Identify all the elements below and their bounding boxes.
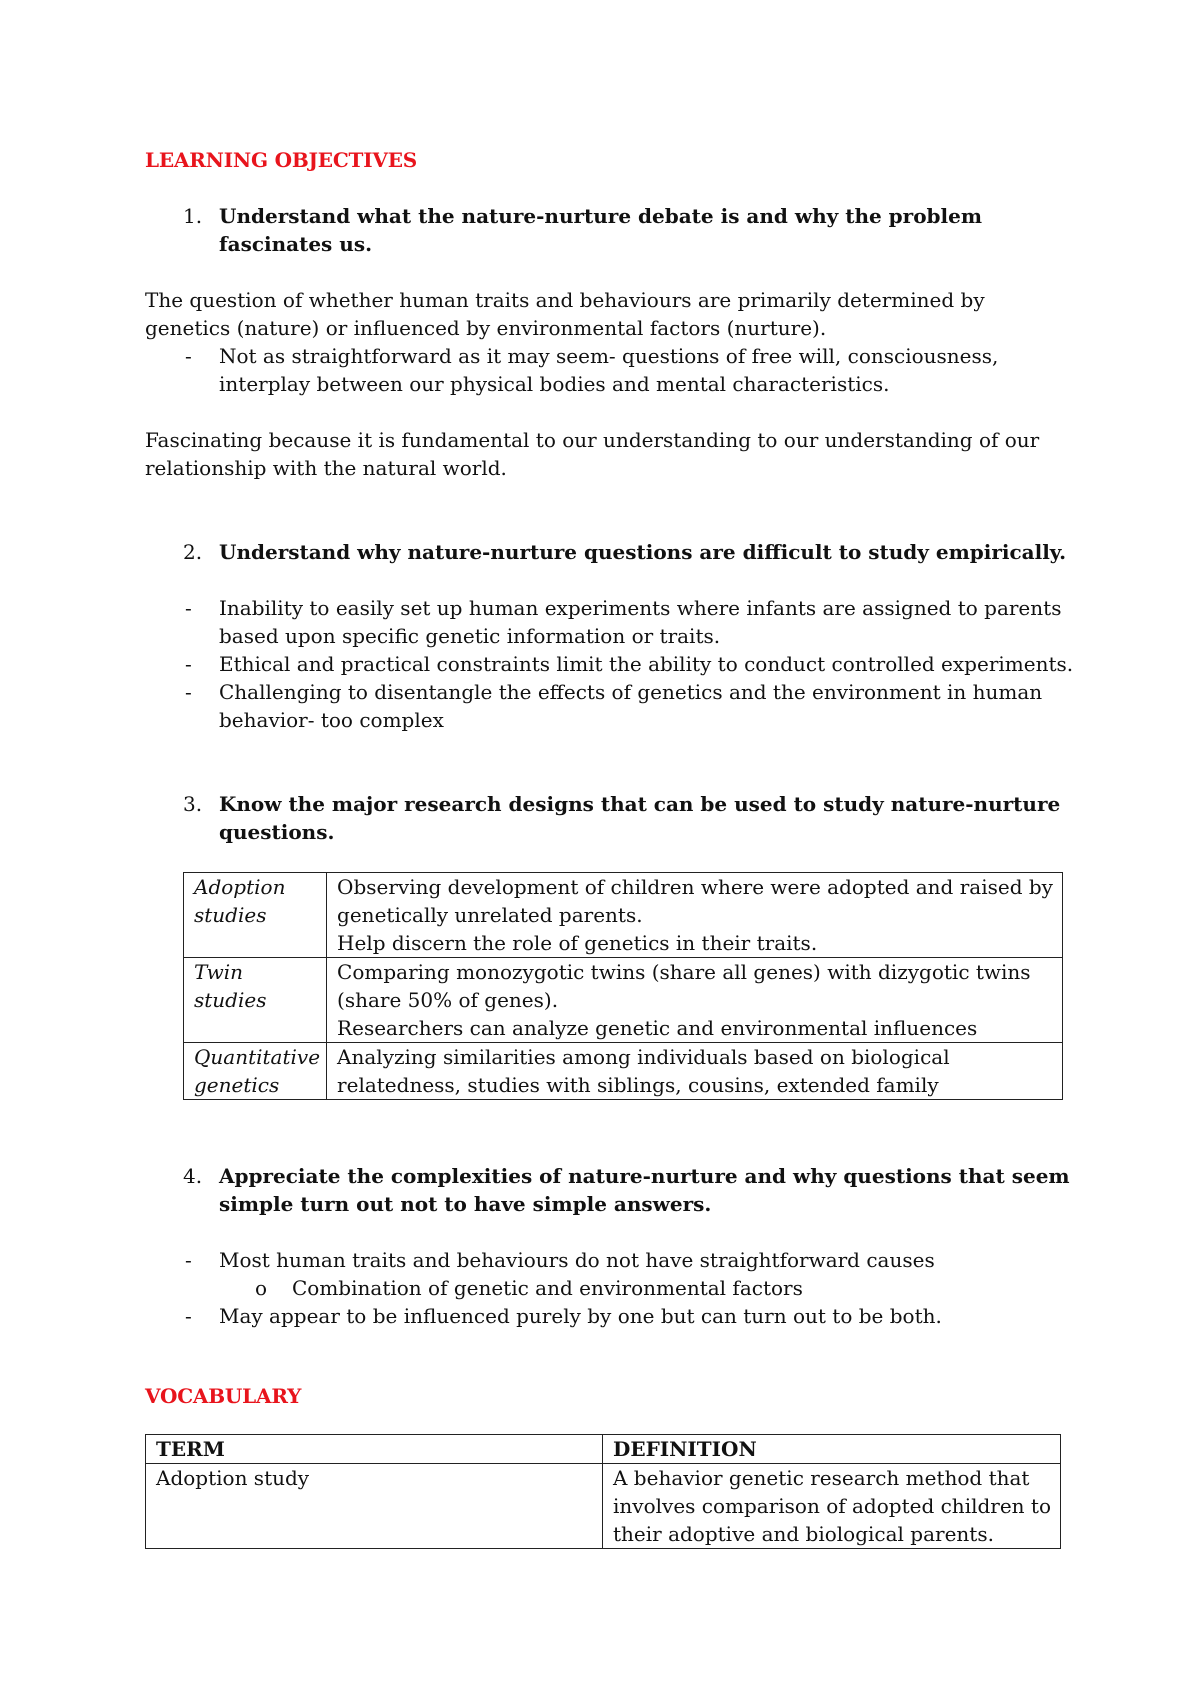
bullet-text: Not as straightforward as it may seem- questions of free will, consciousness, interplay between our physical bodies and mental characteristics.: [219, 344, 999, 396]
bullet-marker: -: [185, 1304, 192, 1328]
bullet-marker: -: [185, 1248, 192, 1272]
vocabulary-heading: VOCABULARY: [145, 1384, 302, 1408]
column-header-term: TERM: [146, 1435, 603, 1464]
column-header-definition: DEFINITION: [603, 1435, 1061, 1464]
description-line: Analyzing similarities among individuals based on biological relatedness, studies with siblings, cousins, extended family: [337, 1045, 950, 1097]
objective-number: 4.: [183, 1164, 203, 1188]
vocab-definition: A behavior genetic research method that involves comparison of adopted children to their adoptive and biological parents.: [603, 1464, 1061, 1549]
design-description: [327, 1043, 1063, 1100]
objective-title: Understand why nature-nurture questions are difficult to study empirically.: [219, 540, 1067, 564]
design-description: [327, 873, 1063, 958]
design-name: Adoption studies: [184, 873, 327, 958]
description-line: Comparing monozygotic twins (share all genes) with dizygotic twins (share 50% of genes).: [337, 960, 1031, 1012]
objective-number: 1.: [183, 204, 203, 228]
objective-number: 2.: [183, 540, 203, 564]
design-description: [327, 958, 1063, 1043]
description-line: Observing development of children where were adopted and raised by genetically unrelated parents.: [337, 875, 1053, 927]
bullet-marker: -: [185, 344, 192, 368]
objective-number: 3.: [183, 792, 203, 816]
bullet-text: Ethical and practical constraints limit the ability to conduct controlled experiments.: [219, 652, 1074, 676]
sub-bullet-marker: o: [255, 1276, 268, 1300]
objective-1-paragraph: The question of whether human traits and behaviours are primarily determined by genetics (nature) or influenced by environmental factors (nurture).: [145, 288, 985, 340]
bullet-text: May appear to be influenced purely by one but can turn out to be both.: [219, 1304, 942, 1328]
description-line: Help discern the role of genetics in their traits.: [337, 931, 818, 955]
bullet-marker: -: [185, 596, 192, 620]
bullet-marker: -: [185, 652, 192, 676]
bullet-text: Challenging to disentangle the effects of genetics and the environment in human behavior- too complex: [219, 680, 1043, 732]
bullet-text: Most human traits and behaviours do not have straightforward causes: [219, 1248, 935, 1272]
design-name: Twin studies: [184, 958, 327, 1043]
research-designs-table: [183, 872, 1063, 1100]
table-row: [184, 958, 1063, 1043]
design-name: Quantitative genetics: [184, 1043, 327, 1100]
objective-title: Know the major research designs that can be used to study nature-nurture questions.: [219, 792, 1061, 844]
description-line: Researchers can analyze genetic and environmental influences: [337, 1016, 978, 1040]
vocab-term: Adoption study: [146, 1464, 603, 1549]
table-row: [184, 1043, 1063, 1100]
learning-objectives-heading: LEARNING OBJECTIVES: [145, 148, 418, 172]
table-header-row: [146, 1435, 1061, 1464]
sub-bullet-text: Combination of genetic and environmental factors: [292, 1276, 803, 1300]
table-row: [146, 1464, 1061, 1549]
objective-title: Appreciate the complexities of nature-nurture and why questions that seem simple turn out not to have simple answers.: [219, 1164, 1070, 1216]
table-row: [184, 873, 1063, 958]
objective-1-paragraph-2: Fascinating because it is fundamental to our understanding to our understanding of our relationship with the natural world.: [145, 428, 1040, 480]
objective-title: Understand what the nature-nurture debate is and why the problem fascinates us.: [219, 204, 983, 256]
bullet-marker: -: [185, 680, 192, 704]
bullet-text: Inability to easily set up human experiments where infants are assigned to parents based upon specific genetic information or traits.: [219, 596, 1062, 648]
vocabulary-table: [145, 1434, 1061, 1549]
